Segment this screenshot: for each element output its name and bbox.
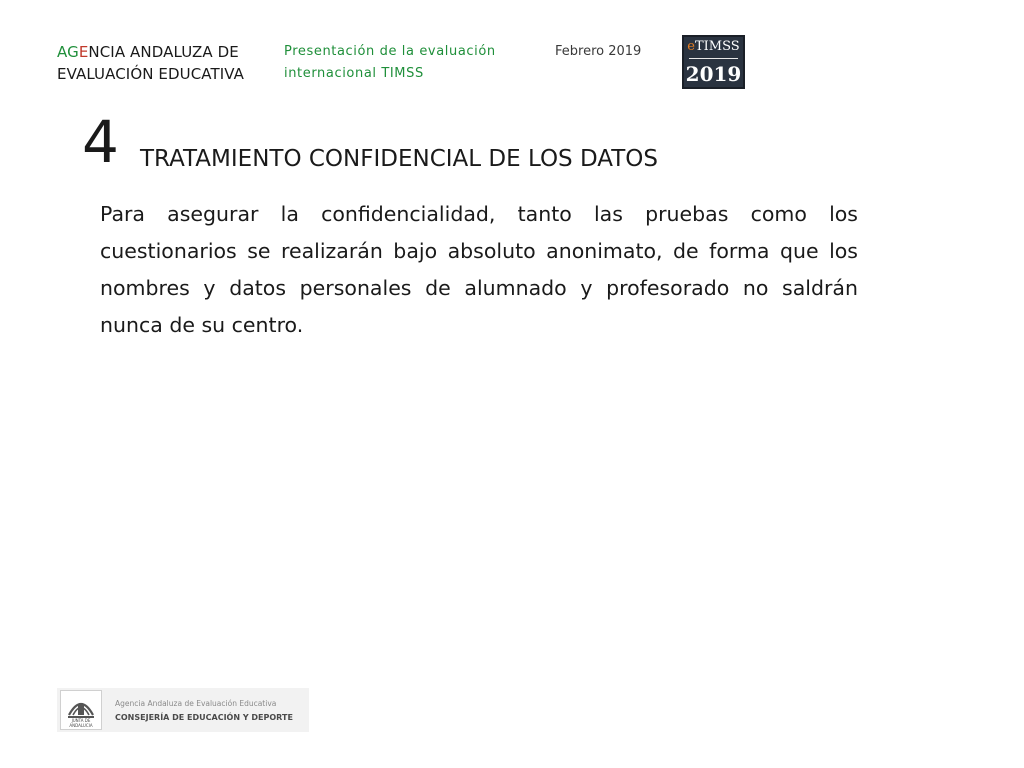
junta-emblem-caption: JUNTA DE ANDALUCIA: [69, 718, 93, 728]
section-title: TRATAMIENTO CONFIDENCIAL DE LOS DATOS: [140, 146, 658, 172]
presentation-title-line2: internacional TIMSS: [284, 66, 424, 81]
agency-name-red-part: E: [78, 43, 89, 61]
presentation-title: [284, 41, 496, 85]
junta-emblem-icon: [60, 690, 102, 730]
timss-logo-wordmark: TIMSS: [695, 39, 740, 54]
agency-name-line1: [57, 41, 244, 63]
body-paragraph: Para asegurar la confidencialidad, tanto las pruebas como los cuestionarios se realizarán bajo absoluto anonimato, de forma que los nombres y datos personales de alumnado y profesorado no saldrán nunca de su centro.: [100, 202, 858, 337]
timss-logo-name: [684, 39, 743, 55]
presentation-date: Febrero 2019: [555, 44, 642, 59]
agency-name-green-part: AG: [57, 43, 79, 61]
footer-ministry-name: CONSEJERÍA DE EDUCACIÓN Y DEPORTE: [115, 713, 293, 722]
footer-agency-name: Agencia Andaluza de Evaluación Educativa: [115, 699, 277, 708]
section-number: 4: [82, 108, 119, 176]
timss-logo-prefix: e: [687, 39, 695, 54]
presentation-title-line1: Presentación de la evaluación: [284, 44, 496, 59]
agency-name: [57, 41, 244, 85]
footer-logo: [57, 688, 309, 732]
agency-name-rest: NCIA ANDALUZA DE: [88, 43, 239, 61]
agency-name-line2: EVALUACIÓN EDUCATIVA: [57, 65, 245, 83]
timss-logo-divider: [689, 58, 738, 59]
timss-logo: [682, 35, 745, 89]
timss-logo-year: 2019: [685, 62, 742, 86]
